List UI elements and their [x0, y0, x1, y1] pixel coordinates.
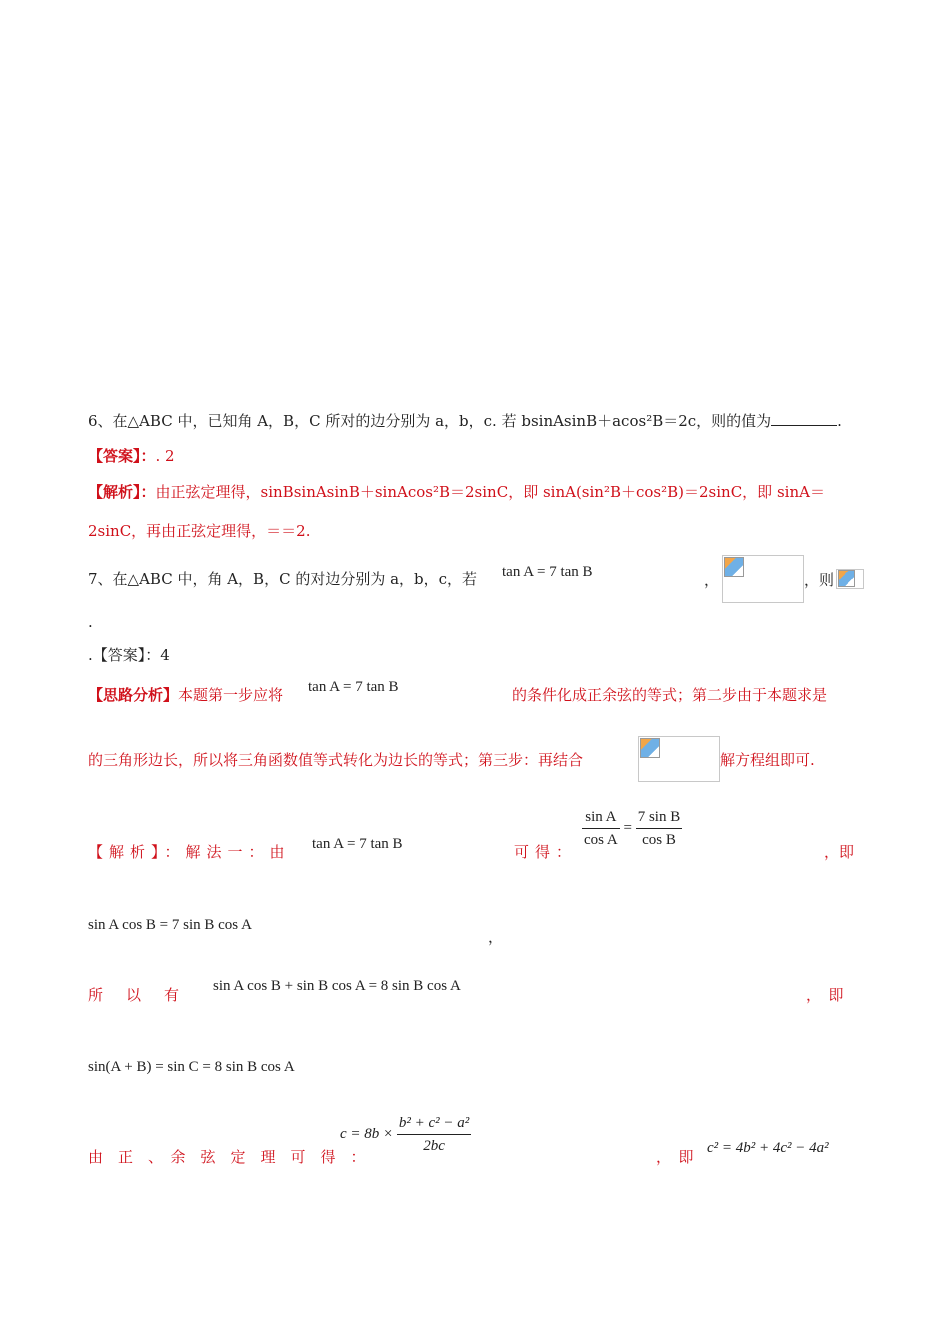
q7-solution-ji: ，即	[824, 843, 855, 861]
q6-answer	[88, 446, 175, 466]
q6-analysis-line1	[88, 482, 825, 502]
q7-eq3: sin(A + B) = sin C = 8 sin B cos A	[88, 1059, 295, 1075]
q6-stem-end: .	[837, 412, 842, 430]
broken-image-icon	[724, 557, 744, 577]
q6-answer-blank	[771, 411, 837, 426]
q7-thought-text2b: 解方程组即可.	[720, 751, 815, 769]
q7-stem-then: ，则	[804, 573, 835, 589]
q6-analysis-text1: 由正弦定理得，sinBsinAsinB＋sinAcos²B＝2sinC，即 sinA(sin²B＋cos²B)＝2sinC，即 sinA＝	[155, 483, 825, 501]
q7-solution-keyi: 可得：	[514, 843, 578, 861]
q7-thought-line1	[88, 685, 283, 705]
q7-stem-dot: .	[88, 613, 93, 631]
q7-frac-right-den: cos B	[642, 832, 676, 848]
q7-fraction-equation	[582, 806, 682, 851]
q7-law-num: b² + c² − a²	[397, 1112, 471, 1135]
q7-frac-eq: =	[623, 819, 632, 836]
broken-image-icon	[838, 570, 855, 587]
q6-analysis-label: 【解析】：	[88, 483, 156, 501]
q7-eq1-comma: ，	[488, 930, 504, 946]
q7-eq2-ji: ， 即	[806, 986, 844, 1004]
q6-answer-value: . 2	[155, 447, 175, 465]
q7-eq1: sin A cos B = 7 sin B cos A	[88, 917, 252, 933]
q7-thought-label: 【思路分析】	[88, 686, 179, 704]
q7-stem	[88, 569, 477, 589]
q7-stem-text: 7、在△ABC 中，角 A，B，C 的对边分别为 a，b，c，若	[88, 570, 478, 588]
q7-law-equation	[340, 1112, 471, 1157]
q7-eq2: sin A cos B + sin B cos A = 8 sin B cos A	[213, 978, 461, 994]
q7-law-ji: ， 即	[656, 1148, 694, 1166]
q7-frac-right-num: 7 sin B	[636, 806, 683, 829]
q7-stem-comma: ，	[704, 573, 720, 589]
q6-analysis-line2	[88, 521, 311, 541]
q7-thought-formula: tan A = 7 tan B	[308, 679, 399, 695]
q7-frac-right	[636, 806, 683, 851]
q7-law-lhs: c = 8b ×	[340, 1125, 394, 1142]
q7-thought-text1a: 本题第一步应将	[178, 686, 284, 704]
q7-solution-label: 【解析】：解法一：由	[88, 843, 291, 861]
q7-law-result: c² = 4b² + 4c² − 4a²	[707, 1140, 829, 1156]
q7-suoyi: 所 以 有	[88, 986, 184, 1004]
q7-law-frac	[397, 1112, 471, 1157]
q7-frac-left-num: sin A	[582, 806, 620, 829]
q7-thought-line2	[88, 750, 583, 770]
q7-frac-left-den: cos A	[584, 832, 618, 848]
q7-stem-formula: tan A = 7 tan B	[502, 564, 593, 580]
q6-answer-label: 【答案】：	[88, 447, 156, 465]
q7-law-label: 由 正 、 余 弦 定 理 可 得 ：	[88, 1148, 366, 1166]
q7-law-den: 2bc	[423, 1138, 445, 1154]
q7-thought-text1b: 的条件化成正余弦的等式；第二步由于本题求是	[512, 686, 828, 704]
q7-answer: .【答案】：4	[88, 646, 170, 664]
q6-analysis-text2: 2sinC，再由正弦定理得，＝＝2.	[88, 522, 311, 540]
broken-image-icon	[640, 738, 660, 758]
q7-solution-formula: tan A = 7 tan B	[312, 836, 403, 852]
q7-thought-text2a: 的三角形边长，所以将三角函数值等式转化为边长的等式；第三步：再结合	[88, 751, 584, 769]
q6-stem	[88, 411, 842, 431]
q7-frac-left	[582, 806, 620, 851]
q6-stem-text: 6、在△ABC 中，已知角 A，B，C 所对的边分别为 a，b，c. 若 bsinAsinB＋acos²B＝2c，则的值为	[88, 412, 772, 430]
